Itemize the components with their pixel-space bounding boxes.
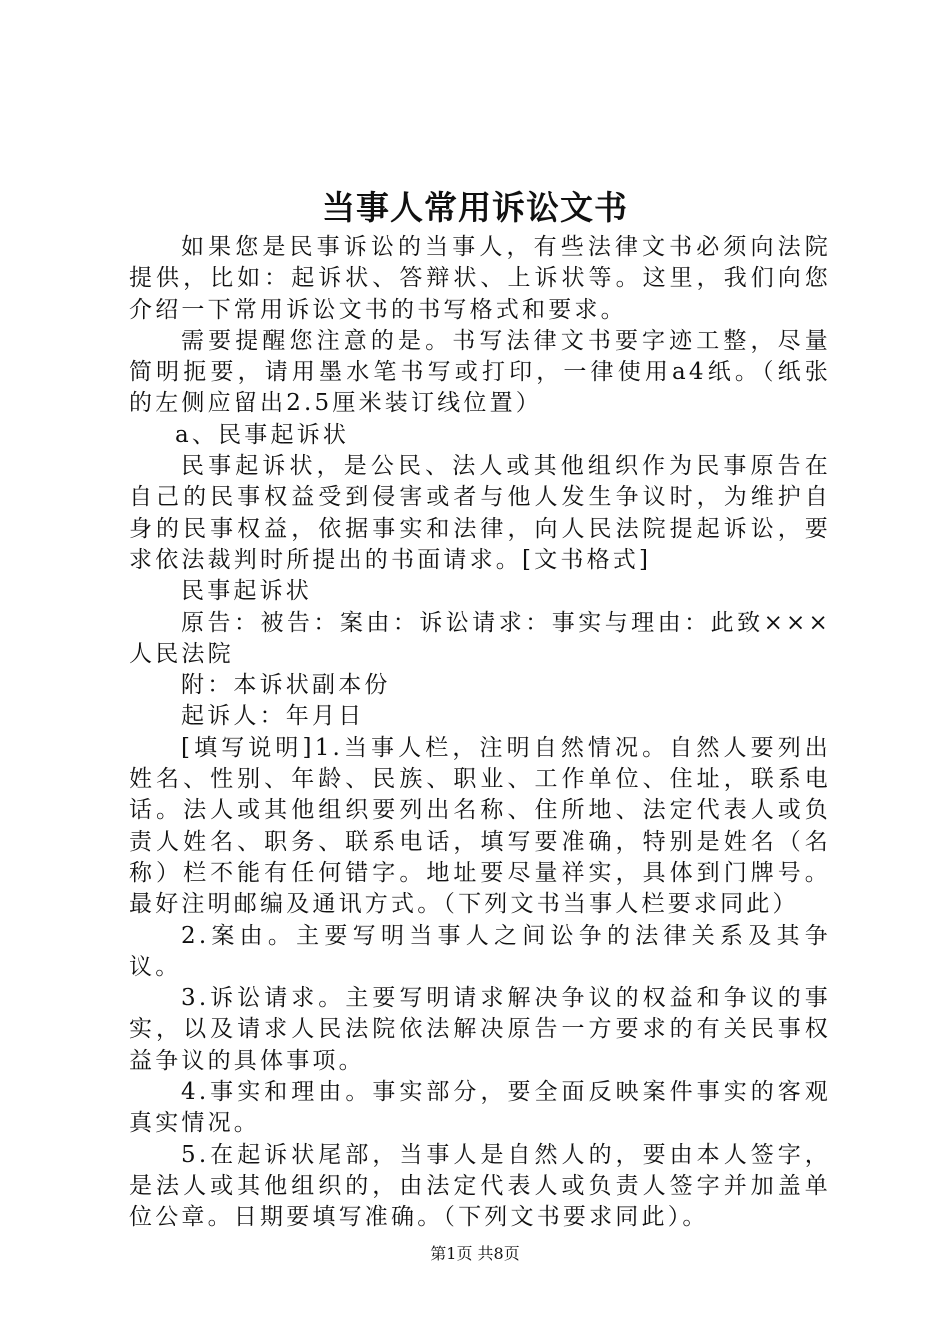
form-title-civil-complaint: 民事起诉状 <box>181 578 312 605</box>
document-title: 当事人常用诉讼文书 <box>322 188 628 227</box>
instructions-item-5: 5.在起诉状尾部，当事人是自然人的，要由本人签字，是法人或其他组织的，由法定代表人或负责人签字并加盖单位公章。日期要填写准确。（下列文书要求同此）。 <box>129 1141 831 1231</box>
form-fields: 原告：被告：案由：诉讼请求：事实与理由：此致×××人民法院 <box>129 609 831 667</box>
section-heading-civil-complaint: a、民事起诉状 <box>175 421 350 448</box>
paragraph-civil-complaint-definition: 民事起诉状，是公民、法人或其他组织作为民事原告在自己的民事权益受到侵害或者与他人发生争议时，为维护自身的民事权益，依据事实和法律，向人民法院提起诉讼，要求依法裁判时所提出的书面请求。[文书格式] <box>129 453 831 573</box>
instructions-item-2: 2.案由。主要写明当事人之间讼争的法律关系及其争议。 <box>129 922 831 980</box>
form-signature: 起诉人：年月日 <box>181 703 365 730</box>
document-body <box>129 232 831 1234</box>
instructions-item-4: 4.事实和理由。事实部分，要全面反映案件事实的客观真实情况。 <box>129 1079 831 1137</box>
instructions-item-3: 3.诉讼请求。主要写明请求解决争议的权益和争议的事实，以及请求人民法院依法解决原告一方要求的有关民事权益争议的具体事项。 <box>129 985 831 1074</box>
form-attachment: 附：本诉状副本份 <box>181 672 391 699</box>
page-number-footer: 第1页 共8页 <box>430 1244 520 1263</box>
paragraph-notice: 需要提醒您注意的是。书写法律文书要字迹工整，尽量简明扼要，请用墨水笔书写或打印，一律使用a4纸。（纸张的左侧应留出2.5厘米装订线位置） <box>129 327 831 417</box>
paragraph-intro: 如果您是民事诉讼的当事人，有些法律文书必须向法院提供，比如：起诉状、答辩状、上诉状等。这里，我们向您介绍一下常用诉讼文书的书写格式和要求。 <box>129 234 831 323</box>
instructions-item-1: [填写说明]1.当事人栏，注明自然情况。自然人要列出姓名、性别、年龄、民族、职业、工作单位、住址，联系电话。法人或其他组织要列出名称、住所地、法定代表人或负责人姓名、职务、联系电话，填写要准确，特别是姓名（名称）栏不能有任何错字。地址要尽量祥实，具体到门牌号。最好注明邮编及通讯方式。（下列文书当事人栏要求同此） <box>129 734 831 918</box>
